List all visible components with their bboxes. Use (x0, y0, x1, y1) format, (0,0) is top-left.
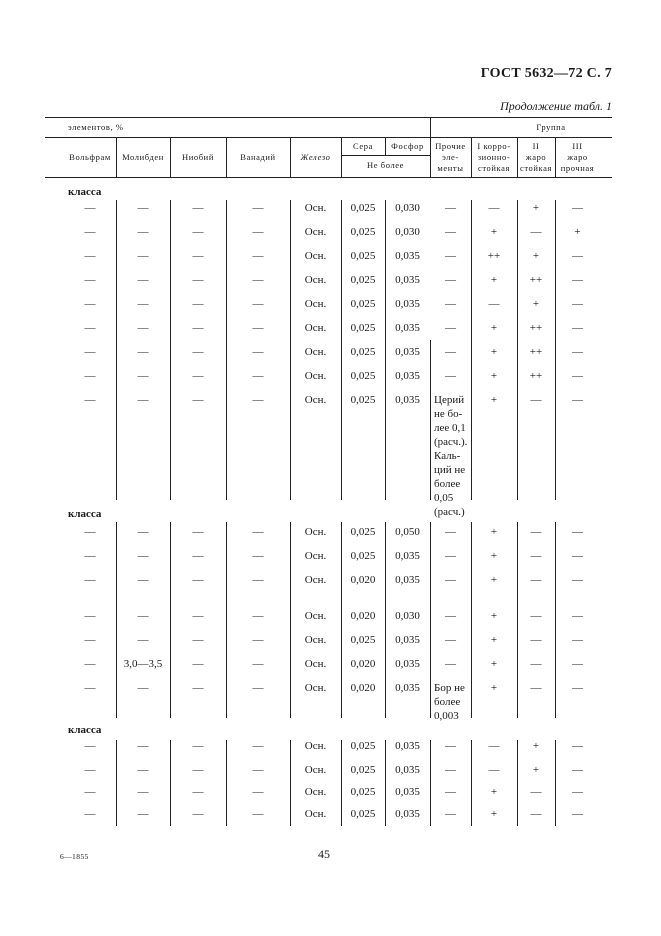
cell-molybdenum: — (137, 346, 149, 358)
cell-sulfur: 0,025 (350, 250, 376, 262)
cell-group-2: — (530, 682, 542, 694)
cell-others: — (445, 786, 456, 798)
cell-group-3: — (572, 346, 583, 358)
cell-others: — (445, 226, 456, 238)
cell-niobium: — (192, 202, 204, 214)
cell-tungsten: — (84, 786, 96, 798)
cell-molybdenum: 3,0—3,5 (123, 658, 163, 670)
cell-vanadium: — (252, 298, 264, 310)
cell-molybdenum: — (137, 394, 149, 406)
cell-vanadium: — (252, 250, 264, 262)
cell-molybdenum: — (137, 322, 149, 334)
col-others: Прочие эле- менты (435, 141, 466, 173)
cell-vanadium: — (252, 370, 264, 382)
cell-tungsten: — (84, 346, 96, 358)
col-molybdenum: Молибден (122, 152, 164, 162)
cell-molybdenum: — (137, 740, 149, 752)
cell-group-2: — (530, 550, 542, 562)
cell-others: — (445, 634, 456, 646)
cell-others: — (445, 202, 456, 214)
cell-group-3: — (572, 658, 583, 670)
cell-phosphorus: 0,035 (395, 574, 420, 586)
cell-niobium: — (192, 526, 204, 538)
section-label: класса (68, 724, 102, 736)
cell-niobium: — (192, 658, 204, 670)
cell-vanadium: — (252, 764, 264, 776)
cell-phosphorus: 0,035 (395, 658, 420, 670)
cell-group-3: — (572, 808, 583, 820)
cell-vanadium: — (252, 808, 264, 820)
cell-sulfur: 0,025 (350, 370, 376, 382)
cell-group-1: + (490, 658, 498, 670)
cell-group-3: — (572, 634, 583, 646)
cell-tungsten: — (84, 610, 96, 622)
cell-tungsten: — (84, 322, 96, 334)
cell-niobium: — (192, 740, 204, 752)
cell-sulfur: 0,020 (350, 610, 376, 622)
cell-group-3: + (574, 226, 581, 238)
cell-group-1: — (488, 740, 500, 752)
cell-phosphorus: 0,035 (395, 786, 420, 798)
cell-others: — (445, 574, 456, 586)
cell-molybdenum: — (137, 610, 149, 622)
cell-group-2: + (532, 250, 540, 262)
cell-vanadium: — (252, 322, 264, 334)
section-label: класса (68, 186, 102, 198)
cell-others: — (445, 808, 456, 820)
cell-sulfur: 0,025 (350, 274, 376, 286)
cell-others: — (445, 550, 456, 562)
cell-molybdenum: — (137, 574, 149, 586)
page-number: 45 (318, 847, 330, 861)
cell-others: — (445, 250, 456, 262)
cell-sulfur: 0,025 (350, 740, 376, 752)
cell-molybdenum: — (137, 634, 149, 646)
cell-group-1: + (490, 610, 498, 622)
cell-group-1: + (490, 370, 498, 382)
cell-vanadium: — (252, 526, 264, 538)
cell-iron: Осн. (304, 250, 327, 262)
col-group-3: III жаро прочная (560, 141, 595, 173)
cell-molybdenum: — (137, 274, 149, 286)
cell-group-2: — (530, 786, 542, 798)
cell-others: Бор не более 0,003 (434, 682, 465, 722)
cell-niobium: — (192, 274, 204, 286)
cell-iron: Осн. (304, 634, 327, 646)
cell-niobium: — (192, 550, 204, 562)
cell-group-2: ++ (529, 274, 543, 286)
header-group-label: Группа (536, 122, 566, 132)
cell-niobium: — (192, 346, 204, 358)
cell-vanadium: — (252, 226, 264, 238)
cell-vanadium: — (252, 274, 264, 286)
cell-iron: Осн. (304, 574, 327, 586)
cell-iron: Осн. (304, 808, 327, 820)
cell-others: — (445, 610, 456, 622)
print-code: 6—1855 (60, 852, 89, 861)
cell-niobium: — (192, 574, 204, 586)
cell-iron: Осн. (304, 322, 327, 334)
cell-tungsten: — (84, 808, 96, 820)
cell-group-3: — (572, 202, 583, 214)
header-rule (45, 137, 612, 138)
cell-iron: Осн. (304, 740, 327, 752)
cell-group-2: — (530, 526, 542, 538)
cell-group-1: + (490, 634, 498, 646)
cell-others: — (445, 298, 456, 310)
cell-sulfur: 0,025 (350, 786, 376, 798)
cell-niobium: — (192, 394, 204, 406)
col-not-more: Не более (366, 160, 405, 170)
cell-iron: Осн. (304, 550, 327, 562)
cell-vanadium: — (252, 202, 264, 214)
cell-group-3: — (572, 274, 583, 286)
cell-phosphorus: 0,035 (395, 298, 420, 310)
cell-iron: Осн. (304, 274, 327, 286)
cell-group-1: — (488, 298, 500, 310)
cell-sulfur: 0,020 (350, 574, 376, 586)
cell-group-1: + (490, 786, 498, 798)
cell-vanadium: — (252, 658, 264, 670)
cell-group-3: — (572, 370, 583, 382)
col-iron: Железо (300, 152, 331, 162)
cell-sulfur: 0,025 (350, 346, 376, 358)
cell-phosphorus: 0,035 (395, 346, 420, 358)
cell-vanadium: — (252, 346, 264, 358)
cell-iron: Осн. (304, 658, 327, 670)
table-top-rule (45, 117, 612, 118)
cell-niobium: — (192, 786, 204, 798)
cell-group-2: — (530, 610, 542, 622)
cell-group-1: + (490, 322, 498, 334)
cell-sulfur: 0,025 (350, 322, 376, 334)
cell-phosphorus: 0,035 (395, 370, 420, 382)
cell-iron: Осн. (304, 394, 327, 406)
cell-vanadium: — (252, 574, 264, 586)
cell-molybdenum: — (137, 550, 149, 562)
cell-iron: Осн. (304, 764, 327, 776)
cell-niobium: — (192, 634, 204, 646)
cell-molybdenum: — (137, 226, 149, 238)
cell-sulfur: 0,025 (350, 202, 376, 214)
cell-tungsten: — (84, 550, 96, 562)
cell-tungsten: — (84, 226, 96, 238)
cell-group-2: ++ (529, 370, 543, 382)
cell-niobium: — (192, 764, 204, 776)
cell-phosphorus: 0,035 (395, 808, 420, 820)
header-elements-label: элементов, % (68, 122, 124, 132)
cell-group-2: — (530, 394, 542, 406)
cell-group-3: — (572, 250, 583, 262)
cell-vanadium: — (252, 634, 264, 646)
cell-others: — (445, 658, 456, 670)
section-label: класса (68, 508, 102, 520)
cell-tungsten: — (84, 370, 96, 382)
cell-tungsten: — (84, 574, 96, 586)
col-tungsten: Вольфрам (69, 152, 111, 162)
cell-tungsten: — (84, 250, 96, 262)
cell-tungsten: — (84, 298, 96, 310)
col-sulfur: Сера (353, 141, 373, 151)
cell-group-1: — (488, 764, 500, 776)
cell-group-2: — (530, 658, 542, 670)
cell-group-3: — (572, 764, 583, 776)
cell-sulfur: 0,025 (350, 526, 376, 538)
cell-group-2: + (532, 764, 540, 776)
cell-niobium: — (192, 370, 204, 382)
cell-group-1: — (488, 202, 500, 214)
cell-tungsten: — (84, 634, 96, 646)
cell-phosphorus: 0,035 (395, 274, 420, 286)
cell-iron: Осн. (304, 786, 327, 798)
cell-molybdenum: — (137, 250, 149, 262)
cell-niobium: — (192, 808, 204, 820)
cell-others: — (445, 346, 456, 358)
cell-tungsten: — (84, 682, 96, 694)
cell-group-3: — (572, 574, 583, 586)
cell-niobium: — (192, 250, 204, 262)
cell-tungsten: — (84, 202, 96, 214)
cell-group-2: + (532, 740, 540, 752)
cell-iron: Осн. (304, 202, 327, 214)
cell-group-3: — (572, 610, 583, 622)
cell-others: — (445, 526, 456, 538)
cell-molybdenum: — (137, 808, 149, 820)
cell-sulfur: 0,025 (350, 394, 376, 406)
cell-group-2: + (532, 298, 540, 310)
cell-vanadium: — (252, 682, 264, 694)
cell-sulfur: 0,025 (350, 764, 376, 776)
cell-others: — (445, 322, 456, 334)
col-group-2: II жаро стойкая (519, 141, 553, 173)
cell-iron: Осн. (304, 346, 327, 358)
cell-group-1: + (490, 526, 498, 538)
cell-molybdenum: — (137, 526, 149, 538)
cell-niobium: — (192, 682, 204, 694)
cell-phosphorus: 0,035 (395, 764, 420, 776)
cell-group-3: — (572, 394, 583, 406)
cell-tungsten: — (84, 658, 96, 670)
cell-phosphorus: 0,030 (395, 610, 420, 622)
header-bottom-rule (45, 177, 612, 178)
cell-molybdenum: — (137, 682, 149, 694)
cell-vanadium: — (252, 786, 264, 798)
cell-tungsten: — (84, 274, 96, 286)
cell-group-1: + (490, 226, 498, 238)
cell-others: — (445, 740, 456, 752)
cell-tungsten: — (84, 394, 96, 406)
cell-group-1: ++ (487, 250, 501, 262)
cell-group-1: + (490, 274, 498, 286)
cell-group-3: — (572, 550, 583, 562)
cell-phosphorus: 0,035 (395, 550, 420, 562)
table-continuation-label: Продолжение табл. 1 (500, 99, 612, 113)
cell-sulfur: 0,025 (350, 634, 376, 646)
cell-phosphorus: 0,030 (395, 202, 420, 214)
cell-others: — (445, 370, 456, 382)
cell-group-2: — (530, 574, 542, 586)
cell-group-1: + (490, 550, 498, 562)
cell-vanadium: — (252, 550, 264, 562)
cell-group-2: ++ (529, 346, 543, 358)
cell-molybdenum: — (137, 764, 149, 776)
cell-group-1: + (490, 574, 498, 586)
cell-group-3: — (572, 786, 583, 798)
cell-molybdenum: — (137, 202, 149, 214)
header-subrule (341, 155, 430, 156)
cell-niobium: — (192, 322, 204, 334)
cell-group-2: — (530, 226, 542, 238)
cell-others: — (445, 274, 456, 286)
cell-group-3: — (572, 526, 583, 538)
cell-vanadium: — (252, 394, 264, 406)
cell-sulfur: 0,025 (350, 298, 376, 310)
cell-group-2: — (530, 634, 542, 646)
cell-group-3: — (572, 740, 583, 752)
cell-sulfur: 0,025 (350, 808, 376, 820)
cell-tungsten: — (84, 740, 96, 752)
cell-group-2: — (530, 808, 542, 820)
cell-others: — (445, 764, 456, 776)
cell-molybdenum: — (137, 298, 149, 310)
col-vanadium: Ванадий (240, 152, 276, 162)
cell-group-1: + (490, 346, 498, 358)
cell-phosphorus: 0,035 (395, 682, 420, 694)
cell-phosphorus: 0,035 (395, 740, 420, 752)
cell-molybdenum: — (137, 370, 149, 382)
cell-iron: Осн. (304, 682, 327, 694)
cell-phosphorus: 0,050 (395, 526, 420, 538)
cell-niobium: — (192, 298, 204, 310)
cell-molybdenum: — (137, 786, 149, 798)
cell-group-3: — (572, 322, 583, 334)
cell-phosphorus: 0,035 (395, 250, 420, 262)
cell-phosphorus: 0,030 (395, 226, 420, 238)
cell-sulfur: 0,020 (350, 682, 376, 694)
cell-others: Церий не бо- лее 0,1 (расч.). Каль- ций не более 0,05 (расч.) (434, 394, 468, 518)
cell-group-2: + (532, 202, 540, 214)
cell-iron: Осн. (304, 226, 327, 238)
cell-niobium: — (192, 610, 204, 622)
cell-iron: Осн. (304, 610, 327, 622)
cell-tungsten: — (84, 764, 96, 776)
document-code: ГОСТ 5632—72 С. 7 (480, 66, 612, 81)
col-group-1: I корро- зионно- стойкая (477, 141, 511, 173)
col-niobium: Ниобий (182, 152, 214, 162)
col-phosphorus: Фосфор (391, 141, 424, 151)
cell-iron: Осн. (304, 526, 327, 538)
cell-niobium: — (192, 226, 204, 238)
cell-tungsten: — (84, 526, 96, 538)
cell-iron: Осн. (304, 370, 327, 382)
cell-sulfur: 0,025 (350, 550, 376, 562)
cell-group-1: + (490, 394, 498, 406)
cell-vanadium: — (252, 610, 264, 622)
cell-group-2: ++ (529, 322, 543, 334)
cell-group-3: — (572, 298, 583, 310)
cell-sulfur: 0,020 (350, 658, 376, 670)
cell-phosphorus: 0,035 (395, 394, 420, 406)
cell-vanadium: — (252, 740, 264, 752)
cell-phosphorus: 0,035 (395, 634, 420, 646)
cell-iron: Осн. (304, 298, 327, 310)
cell-group-1: + (490, 808, 498, 820)
cell-phosphorus: 0,035 (395, 322, 420, 334)
cell-group-1: + (490, 682, 498, 694)
cell-group-3: — (572, 682, 583, 694)
cell-sulfur: 0,025 (350, 226, 376, 238)
